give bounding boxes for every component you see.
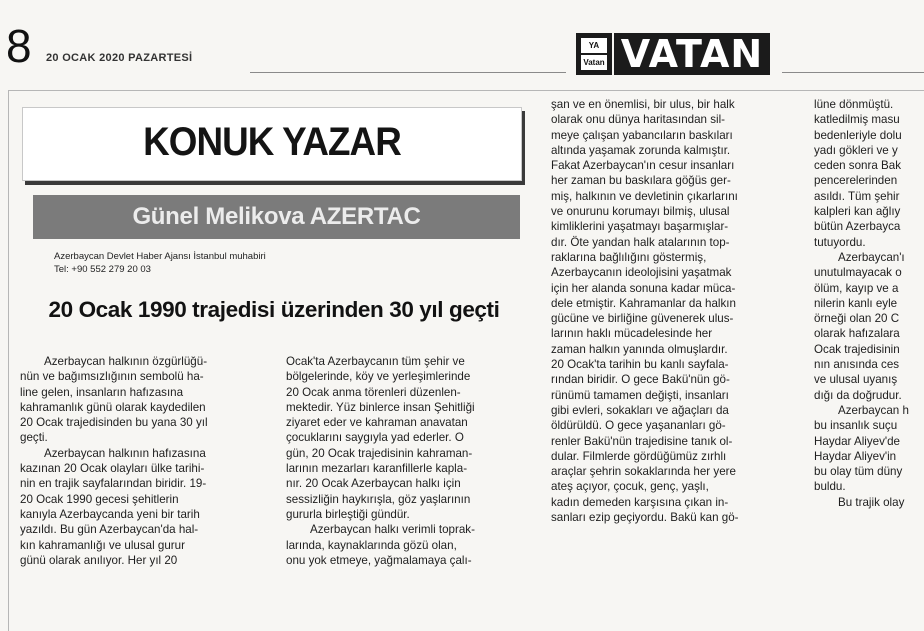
text-line: kalpleri kan ağlıy (814, 205, 901, 219)
text-line: ateş açıyor, çocuk, genç, yaşlı, (551, 480, 709, 494)
author-name: Günel Melikova AZERTAC (132, 203, 421, 230)
author-info (54, 250, 266, 276)
text-line: öldürüldü. O gece yaşananları gö- (551, 419, 726, 433)
text-line: katledilmiş masu (814, 113, 900, 127)
text-line: larının haklı mücadelesinde her (551, 327, 713, 341)
article-column-3 (551, 97, 739, 525)
author-affiliation: Azerbaycan Devlet Haber Ajansı İstanbul muhabiri (54, 251, 266, 262)
text-line: kimliklerini yaşatmayı başarmışlar- (551, 220, 729, 234)
text-line: şan ve en önemlisi, bir ulus, bir halk (551, 98, 735, 111)
text-line: miş, halkının ve devletinin çıkarlarını (551, 189, 738, 203)
header-rule-left (250, 72, 566, 73)
text-line: gücüne ve birliğine güvenerek ulus- (551, 312, 734, 326)
text-line: yadı gökleri ve y (814, 143, 898, 157)
text-line: geçti. (20, 431, 48, 445)
text-line: sessizliğin haykırışla, göz yaşlarının (286, 492, 471, 506)
text-line: her zaman bu baskılara göğüs ger- (551, 174, 731, 188)
logo-badge-top: YA (581, 38, 607, 53)
text-line: rünümü tamamen değişti, insanları (551, 388, 729, 402)
text-line: nilerin kanlı eyle (814, 296, 898, 310)
text-line: örneği olan 20 C (814, 312, 900, 326)
text-line: dele etmiştir. Kahramanlar da halkın (551, 296, 736, 310)
text-line: Azerbaycan'ı (838, 250, 905, 264)
text-line: tutuyordu. (814, 235, 866, 249)
text-line: Ocak'ta Azerbaycanın tüm şehir ve (286, 355, 465, 368)
vatan-logo (576, 33, 770, 75)
text-line: larının mezarları karanfillerle kapla- (286, 462, 468, 476)
text-line: renler Bakü'nün trajedisine tanık ol- (551, 434, 733, 448)
author-bar (33, 195, 520, 239)
text-line: Azerbaycan h (838, 403, 909, 417)
text-line: ziyaret eder ve kahraman anavatan (286, 416, 468, 430)
text-line: dular. Filmlerde gördüğümüz zırhlı (551, 449, 727, 463)
text-line: onu yok etmeye, yağmalamaya çalı- (286, 553, 472, 567)
text-line: kahramanlık günü olarak kaydedilen (20, 400, 206, 414)
text-line: dır. Öte yandan halk atalarının top- (551, 235, 730, 249)
text-line: ve onurunu korumayı bilmiş, ulusal (551, 205, 730, 219)
text-line: 20 Ocak'ta tarihin bu kanlı sayfala- (551, 358, 729, 372)
text-line: araçlar şehrin sokaklarında her yere (551, 465, 736, 479)
header-rule-right (782, 72, 924, 73)
text-line: ölüm, kayıp ve a (814, 281, 899, 295)
text-line: dığı da doğrudur. (814, 388, 902, 402)
text-line: Fakat Azerbaycan'ın cesur insanları (551, 159, 735, 173)
text-line: nin en trajik sayfalarından biridir. 19- (20, 477, 207, 491)
author-phone: Tel: +90 552 279 20 03 (54, 264, 151, 275)
section-box (22, 107, 522, 181)
text-line: gururla birleştiği gündür. (286, 507, 410, 521)
text-line: bedenleriyle dolu (814, 128, 902, 142)
text-line: lüne dönmüştü. (814, 98, 894, 111)
text-line: altında yaşamak zorunda kalmıştır. (551, 143, 731, 157)
text-line: Bu trajik olay (838, 495, 905, 509)
text-line: bölgelerinde, köy ve yerleşimlerinde (286, 370, 471, 384)
text-line: Ocak trajedisinin (814, 342, 900, 356)
text-line: kadın demeden karşısına çıkan in- (551, 495, 729, 509)
logo-badge (576, 33, 612, 75)
text-line: yazıldı. Bu gün Azerbaycan'da hal- (20, 523, 199, 537)
text-line: Azerbaycan halkı verimli toprak- (310, 523, 475, 537)
text-line: pencerelerinden (814, 174, 898, 188)
text-line: kın kahramanlığı ve ulusal gurur (20, 538, 185, 552)
text-line: meye çalışan yabancıların baskıları (551, 128, 733, 142)
text-line: line gelen, insanların hafızasına (20, 385, 184, 399)
text-line: bu insanlık suçu (814, 419, 898, 433)
text-line: Haydar Aliyev'in (814, 449, 897, 463)
text-line: Azerbaycan halkının özgürlüğü- (44, 355, 208, 368)
text-line: asıldı. Tüm şehir (814, 189, 900, 203)
text-line: Azerbaycan halkının hafızasına (44, 446, 206, 460)
logo-wordmark: VATAN (614, 33, 770, 75)
text-line: 20 Ocak trajedisinden bu yana 30 yıl (20, 416, 208, 430)
text-line: nün ve bağımsızlığının sembolü ha- (20, 370, 204, 384)
text-line: rından biridir. O gece Bakü'nün gö- (551, 373, 730, 387)
article-headline: 20 Ocak 1990 trajedisi üzerinden 30 yıl geçti (48, 297, 500, 322)
text-line: zaman halkın yanında olmuşlardır. (551, 342, 728, 356)
section-label: KONUK YAZAR (143, 120, 401, 164)
text-line: günü olarak anılıyor. Her yıl 20 (20, 553, 178, 567)
text-line: sanları ezip geçiyordu. Bakü kan gö- (551, 511, 739, 525)
text-line: ceden sonra Bak (814, 159, 902, 173)
article-column-4 (814, 97, 909, 510)
text-line: bütün Azerbayca (814, 220, 901, 234)
text-line: raklarına bağlılığını göstermiş, (551, 250, 707, 264)
text-line: için her alanda sonuna kadar müca- (551, 281, 736, 295)
text-line: 20 Ocak anma törenleri düzenlen- (286, 385, 461, 399)
text-line: gün, 20 Ocak trajedisinin kahraman- (286, 446, 473, 460)
text-line: çocuklarını saygıyla yad ederler. O (286, 431, 464, 445)
text-line: unutulmayacak o (814, 266, 902, 280)
text-line: Haydar Aliyev'de (814, 434, 900, 448)
text-line: gibi evleri, sokakları ve ağaçları da (551, 403, 729, 417)
text-line: buldu. (814, 480, 846, 494)
logo-badge-bottom: Vatan (581, 55, 607, 70)
text-line: larında, kaynaklarında gözü olan, (286, 538, 457, 552)
text-line: olarak hafızalara (814, 327, 900, 341)
text-line: kanıyla Azerbaycanda yeni bir tarih (20, 507, 200, 521)
text-line: bu olay tüm düny (814, 465, 903, 479)
text-line: ve ulusal uyanış (814, 373, 898, 387)
text-line: kazınan 20 Ocak olayları ülke tarihi- (20, 462, 205, 476)
page-number: 8 (6, 20, 31, 72)
issue-date: 20 OCAK 2020 PAZARTESİ (46, 52, 193, 64)
text-line: nır. 20 Ocak Azerbaycan halkı için (286, 477, 461, 491)
text-line: nın anısında ces (814, 358, 900, 372)
article-column-1 (20, 354, 208, 568)
article-column-2 (286, 354, 475, 568)
text-line: olarak onu dünya haritasından sil- (551, 113, 726, 127)
text-line: 20 Ocak 1990 gecesi şehitlerin (20, 492, 179, 506)
text-line: Azerbaycanın ideolojisini yaşatmak (551, 266, 732, 280)
text-line: mektedir. Yüz binlerce insan Şehitliği (286, 400, 475, 414)
